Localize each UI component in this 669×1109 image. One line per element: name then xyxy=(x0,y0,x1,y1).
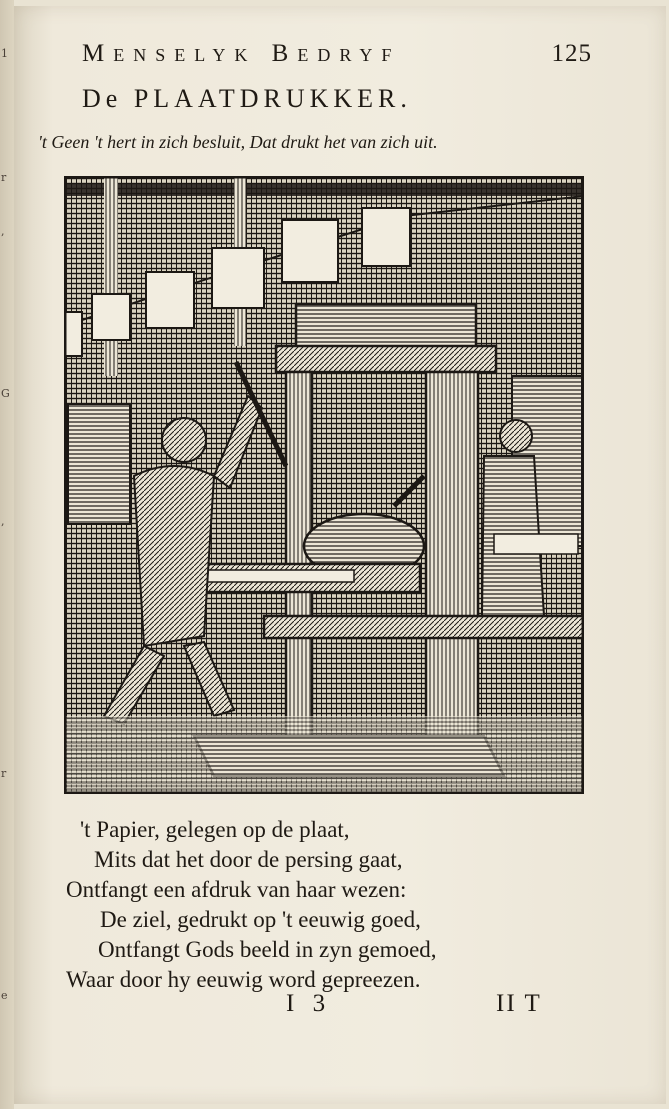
previous-page-text-fragment: e xyxy=(1,989,8,1002)
previous-page-edge xyxy=(0,0,14,1109)
chapter-title: De PLAATDRUKKER. xyxy=(82,84,412,113)
page-footer xyxy=(0,990,669,1026)
window-left xyxy=(68,404,130,524)
floor xyxy=(64,716,584,794)
previous-page-text-fragment: r xyxy=(1,171,7,184)
previous-page-text-fragment: 1 xyxy=(1,47,8,60)
poem-line: De ziel, gedrukt op 't eeuwig goed, xyxy=(100,907,421,932)
poem-line: Ontfangt Gods beeld in zyn gemoed, xyxy=(98,937,437,962)
ceiling-beam xyxy=(64,184,584,196)
poem-stanza xyxy=(60,815,600,995)
previous-page-text-fragment: r xyxy=(1,767,7,780)
poem-line: Mits dat het door de persing gaat, xyxy=(94,847,403,872)
previous-page-text-fragment: , xyxy=(1,515,5,528)
previous-page-text-fragment: , xyxy=(1,225,5,238)
engraving-illustration xyxy=(64,176,584,794)
printing-plate xyxy=(204,570,354,582)
poem-line: Ontfangt een afdruk van haar wezen: xyxy=(66,877,407,902)
running-head-title: Menselyk Bedryf xyxy=(82,40,401,67)
poem-line: 't Papier, gelegen op de plaat, xyxy=(80,817,350,842)
previous-page-text-fragment: G xyxy=(1,387,10,400)
page-number: 125 xyxy=(551,40,592,67)
poem-line: Waar door hy eeuwig word gepreezen. xyxy=(66,967,421,992)
catchword: II T xyxy=(496,990,542,1017)
running-head xyxy=(82,40,592,72)
signature-mark: I 3 xyxy=(286,990,332,1017)
wooden-post xyxy=(104,176,118,376)
motto: 't Geen 't hert in zich besluit, Dat drukt het van zich uit. xyxy=(38,132,438,152)
